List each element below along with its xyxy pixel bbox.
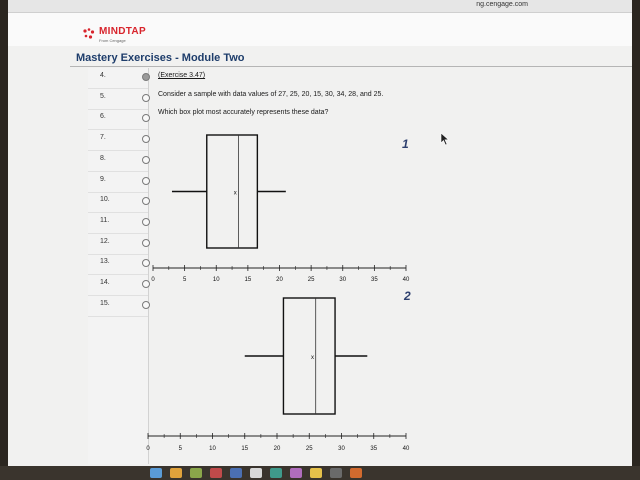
brand-name: MINDTAP: [99, 26, 146, 37]
page-title: Mastery Exercises - Module Two: [76, 52, 245, 64]
axis-tick-label: 25: [307, 277, 315, 283]
app-icon[interactable]: [190, 468, 202, 478]
mouse-pointer-icon: [440, 132, 450, 146]
boxplot-figures: [8, 0, 632, 466]
question-number: 13.: [100, 258, 110, 266]
axis-tick-label: 5: [178, 446, 182, 452]
app-icon[interactable]: [270, 468, 282, 478]
axis-tick-label: 0: [146, 446, 150, 452]
question-text: Consider a sample with data values of 27, 25, 20, 15, 30, 34, 28, and 25.: [158, 91, 384, 98]
app-icon[interactable]: [250, 468, 262, 478]
question-number: 5.: [100, 92, 106, 100]
boxplot-2-box: [283, 298, 335, 414]
url-text[interactable]: ng.cengage.com: [476, 1, 528, 8]
app-icon[interactable]: [350, 468, 362, 478]
question-prompt: Which box plot most accurately represents these data?: [158, 109, 329, 116]
axis-tick-label: 35: [371, 277, 378, 283]
axis-tick-label: 40: [402, 277, 410, 283]
finder-icon[interactable]: [150, 468, 162, 478]
app-icon[interactable]: [310, 468, 322, 478]
question-number: 10.: [100, 196, 110, 204]
question-number: 11.: [100, 216, 110, 224]
axis-tick-label: 10: [209, 446, 216, 452]
axis-tick-label: 5: [182, 277, 187, 283]
axis-tick-label: 20: [273, 446, 281, 452]
axis-tick-label: 30: [339, 277, 347, 283]
axis-tick-label: 35: [370, 446, 378, 452]
app-icon[interactable]: [170, 468, 182, 478]
axis-tick-label: 25: [305, 446, 313, 452]
axis-tick-label: 20: [276, 277, 283, 283]
axis-tick-label: 15: [241, 446, 249, 452]
question-number: 4.: [100, 72, 106, 79]
boxplot-2-mean-marker: x: [310, 355, 314, 361]
question-number: 7.: [100, 134, 106, 142]
boxplot-1-label: 1: [402, 137, 409, 151]
app-icon[interactable]: [230, 468, 242, 478]
axis-tick-label: 15: [244, 277, 252, 283]
boxplot-1-box: [207, 135, 258, 248]
dock: [0, 466, 640, 480]
boxplot-2-label: 2: [404, 289, 411, 303]
axis-tick-label: 40: [402, 446, 410, 452]
question-number: 15.: [100, 299, 110, 307]
app-icon[interactable]: [330, 468, 342, 478]
exercise-reference-link[interactable]: (Exercise 3.47): [158, 72, 206, 79]
question-number: 9.: [100, 175, 106, 183]
app-icon[interactable]: [210, 468, 222, 478]
question-number: 14.: [100, 279, 110, 286]
question-number: 8.: [100, 154, 106, 162]
axis-tick-label: 10: [212, 277, 220, 283]
boxplot-1-mean-marker: x: [233, 190, 237, 197]
question-number: 12.: [100, 237, 110, 245]
brand-subtitle: From Cengage: [99, 38, 126, 43]
browser-screen: [8, 0, 632, 466]
axis-tick-label: 0: [151, 277, 155, 283]
axis-tick-label: 30: [338, 446, 345, 452]
app-icon[interactable]: [290, 468, 302, 478]
question-number: 6.: [100, 113, 106, 121]
